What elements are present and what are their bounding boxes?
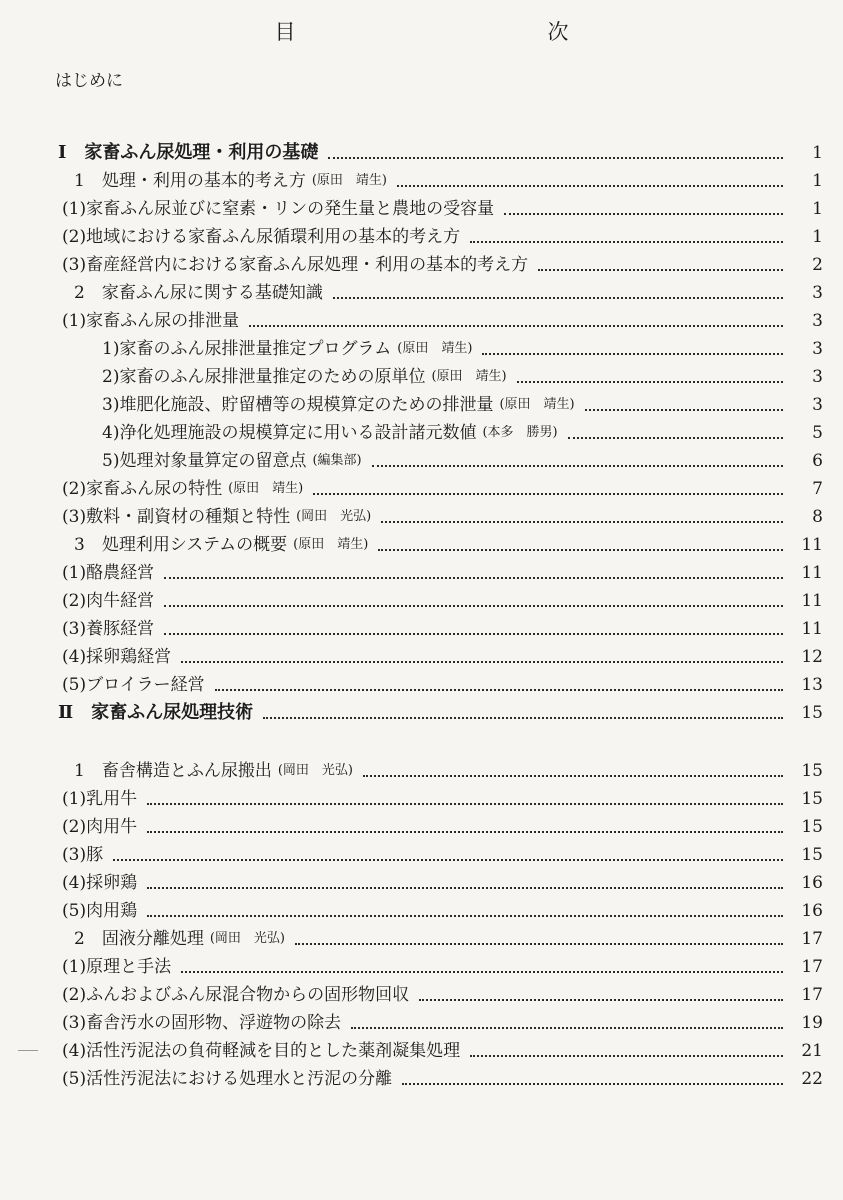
page-title: 目 次 — [274, 20, 639, 44]
toc-entry — [0, 809, 843, 837]
toc-entry-author: (岡田 光弘) — [296, 509, 372, 524]
toc-leader-dots — [147, 803, 783, 805]
toc-entry — [0, 921, 843, 949]
toc-leader-dots — [372, 465, 783, 467]
toc-entry — [0, 247, 843, 275]
toc-leader-dots — [164, 633, 783, 635]
toc-page-number: 22 — [801, 1069, 823, 1089]
toc-entry-title: (4)採卵鶏 — [62, 873, 138, 893]
toc-entry-title: (4)活性汚泥法の負荷軽減を目的とした薬剤凝集処理 — [62, 1041, 461, 1061]
toc-leader-dots — [181, 971, 783, 973]
toc-leader-dots — [333, 297, 783, 299]
toc-page-number: 11 — [801, 535, 823, 555]
toc-entry-author: (原田 靖生) — [431, 369, 507, 384]
toc-entry-author: (原田 靖生) — [293, 537, 369, 552]
toc-entry-author: (本多 勝男) — [482, 425, 558, 440]
toc-page-number: 15 — [801, 845, 823, 865]
toc-entry-title: (3)畜産経営内における家畜ふん尿処理・利用の基本的考え方 — [62, 255, 529, 275]
toc-entry-title: (1)家畜ふん尿並びに窒素・リンの発生量と農地の受容量 — [62, 199, 495, 219]
toc-entry — [0, 865, 843, 893]
toc-page-number: 2 — [812, 255, 823, 275]
toc-entry — [0, 359, 843, 387]
toc-entry-title: (2)地域における家畜ふん尿循環利用の基本的考え方 — [62, 227, 461, 247]
toc-entry — [0, 781, 843, 809]
toc-page-number: 15 — [801, 703, 823, 723]
toc-page-number: 3 — [812, 283, 823, 303]
toc-leader-dots — [147, 831, 783, 833]
toc-entry-title: (2)肉牛経営 — [62, 591, 155, 611]
toc-leader-dots — [164, 577, 783, 579]
toc-leader-dots — [470, 241, 783, 243]
toc-page-number: 15 — [801, 761, 823, 781]
toc-page-number: 13 — [801, 675, 823, 695]
toc-page-number: 17 — [801, 957, 823, 977]
toc-entry-title: 2 家畜ふん尿に関する基礎知識 — [74, 283, 323, 303]
toc-entry-title: 1 処理・利用の基本的考え方 — [74, 171, 306, 191]
toc-entry — [0, 415, 843, 443]
toc-leader-dots — [397, 185, 783, 187]
toc-entry — [0, 639, 843, 667]
toc-page-number: 3 — [812, 367, 823, 387]
toc-entry — [0, 1061, 843, 1089]
toc-leader-dots — [263, 717, 783, 719]
toc-leader-dots — [517, 381, 783, 383]
toc-entry — [0, 219, 843, 247]
toc-page-number: 17 — [801, 985, 823, 1005]
toc-entry-title: 2)家畜のふん尿排泄量推定のための原単位 — [102, 367, 426, 387]
toc-page-number: 17 — [801, 929, 823, 949]
toc-page-number: 15 — [801, 817, 823, 837]
toc-entry — [0, 275, 843, 303]
toc-chapter-entry — [0, 695, 843, 723]
toc-page-number: 11 — [801, 619, 823, 639]
toc-entry-title: (2)ふんおよびふん尿混合物からの固形物回収 — [62, 985, 410, 1005]
toc-page-number: 19 — [801, 1013, 823, 1033]
toc-entry-author: (原田 靖生) — [397, 341, 473, 356]
toc-entry-title: 4)浄化処理施設の規模算定に用いる設計諸元数値 — [102, 423, 477, 443]
toc-leader-dots — [181, 661, 783, 663]
toc-chapter-entry — [0, 135, 843, 163]
toc-entry-title: (4)採卵鶏経営 — [62, 647, 172, 667]
toc-leader-dots — [351, 1027, 783, 1029]
toc-entry-title: 2 固液分離処理 — [74, 929, 204, 949]
toc-leader-dots — [482, 353, 783, 355]
toc-leader-dots — [313, 493, 783, 495]
toc-leader-dots — [164, 605, 783, 607]
toc-page-number: 16 — [801, 873, 823, 893]
toc-entry-author: (編集部) — [312, 453, 362, 468]
toc-leader-dots — [249, 325, 783, 327]
toc-page-number: 3 — [812, 339, 823, 359]
toc-page-number: 1 — [812, 199, 823, 219]
toc-entry — [0, 191, 843, 219]
toc-entry-title: (3)畜舎汚水の固形物、浮遊物の除去 — [62, 1013, 342, 1033]
toc-leader-dots — [363, 775, 783, 777]
toc-entry — [0, 611, 843, 639]
toc-entry — [0, 583, 843, 611]
toc-leader-dots — [215, 689, 783, 691]
toc-entry-title: Ⅰ 家畜ふん尿処理・利用の基礎 — [58, 142, 319, 163]
toc-entry — [0, 893, 843, 921]
toc-entry-title: Ⅱ 家畜ふん尿処理技術 — [58, 702, 254, 723]
toc-leader-dots — [381, 521, 783, 523]
toc-page-number: 11 — [801, 563, 823, 583]
toc-page-number: 16 — [801, 901, 823, 921]
toc-entry — [0, 499, 843, 527]
toc-entry-title: 3 処理利用システムの概要 — [74, 535, 288, 555]
toc-page-number: 8 — [812, 507, 823, 527]
toc-page-number: 7 — [812, 479, 823, 499]
toc-entry — [0, 443, 843, 471]
toc-leader-dots — [147, 887, 783, 889]
toc-entry-title: (5)ブロイラー経営 — [62, 675, 205, 695]
toc-entry — [0, 949, 843, 977]
toc-entry — [0, 527, 843, 555]
margin-mark — [18, 1050, 38, 1051]
toc-leader-dots — [419, 999, 783, 1001]
toc-leader-dots — [328, 157, 783, 159]
toc-page-number: 15 — [801, 789, 823, 809]
toc-entry-title: (2)家畜ふん尿の特性 — [62, 479, 223, 499]
toc-leader-dots — [295, 943, 783, 945]
toc-entry-title: 5)処理対象量算定の留意点 — [102, 451, 307, 471]
toc-entry — [0, 1033, 843, 1061]
toc-entry — [0, 331, 843, 359]
toc-entry-title: (1)乳用牛 — [62, 789, 138, 809]
toc-leader-dots — [568, 437, 783, 439]
toc-leader-dots — [147, 915, 783, 917]
toc-entry-author: (岡田 光弘) — [209, 931, 285, 946]
toc-page-number: 5 — [812, 423, 823, 443]
toc-entry — [0, 977, 843, 1005]
toc-leader-dots — [113, 859, 783, 861]
toc-page-number: 21 — [801, 1041, 823, 1061]
toc-entry-title: 1 畜舎構造とふん尿搬出 — [74, 761, 272, 781]
toc-leader-dots — [538, 269, 783, 271]
toc-leader-dots — [402, 1083, 783, 1085]
toc-page-number: 1 — [812, 143, 823, 163]
toc-page-number: 3 — [812, 311, 823, 331]
toc-entry-title: 3)堆肥化施設、貯留槽等の規模算定のための排泄量 — [102, 395, 494, 415]
toc-leader-dots — [504, 213, 783, 215]
toc-entry-title: (3)養豚経営 — [62, 619, 155, 639]
toc-entry-title: (5)肉用鶏 — [62, 901, 138, 921]
toc-page-number: 3 — [812, 395, 823, 415]
toc-entry-title: (3)豚 — [62, 845, 104, 865]
toc-entry-title: (2)肉用牛 — [62, 817, 138, 837]
toc-entry-title: (1)家畜ふん尿の排泄量 — [62, 311, 240, 331]
intro-heading: はじめに — [55, 71, 123, 91]
toc-entry — [0, 753, 843, 781]
toc-entry-title: (5)活性汚泥法における処理水と汚泥の分離 — [62, 1069, 393, 1089]
toc-page-number: 1 — [812, 227, 823, 247]
toc-entry-title: (1)原理と手法 — [62, 957, 172, 977]
toc-entry — [0, 1005, 843, 1033]
toc-entry — [0, 303, 843, 331]
toc-entry-author: (原田 靖生) — [228, 481, 304, 496]
toc-page-number: 12 — [801, 647, 823, 667]
toc-entry-author: (岡田 光弘) — [277, 763, 353, 778]
toc-page-number: 1 — [812, 171, 823, 191]
toc-entry — [0, 387, 843, 415]
toc-entry-author: (原田 靖生) — [499, 397, 575, 412]
toc-leader-dots — [378, 549, 783, 551]
toc-entry-title: (1)酪農経営 — [62, 563, 155, 583]
toc-leader-dots — [470, 1055, 783, 1057]
toc-page-number: 6 — [812, 451, 823, 471]
toc-entry-author: (原田 靖生) — [311, 173, 387, 188]
toc-entry — [0, 471, 843, 499]
toc-leader-dots — [585, 409, 783, 411]
toc-entry-title: 1)家畜のふん尿排泄量推定プログラム — [102, 339, 392, 359]
toc-entry — [0, 163, 843, 191]
toc-page-number: 11 — [801, 591, 823, 611]
toc-entry — [0, 555, 843, 583]
toc-entry-title: (3)敷料・副資材の種類と特性 — [62, 507, 291, 527]
toc-entry — [0, 667, 843, 695]
toc-entry — [0, 837, 843, 865]
